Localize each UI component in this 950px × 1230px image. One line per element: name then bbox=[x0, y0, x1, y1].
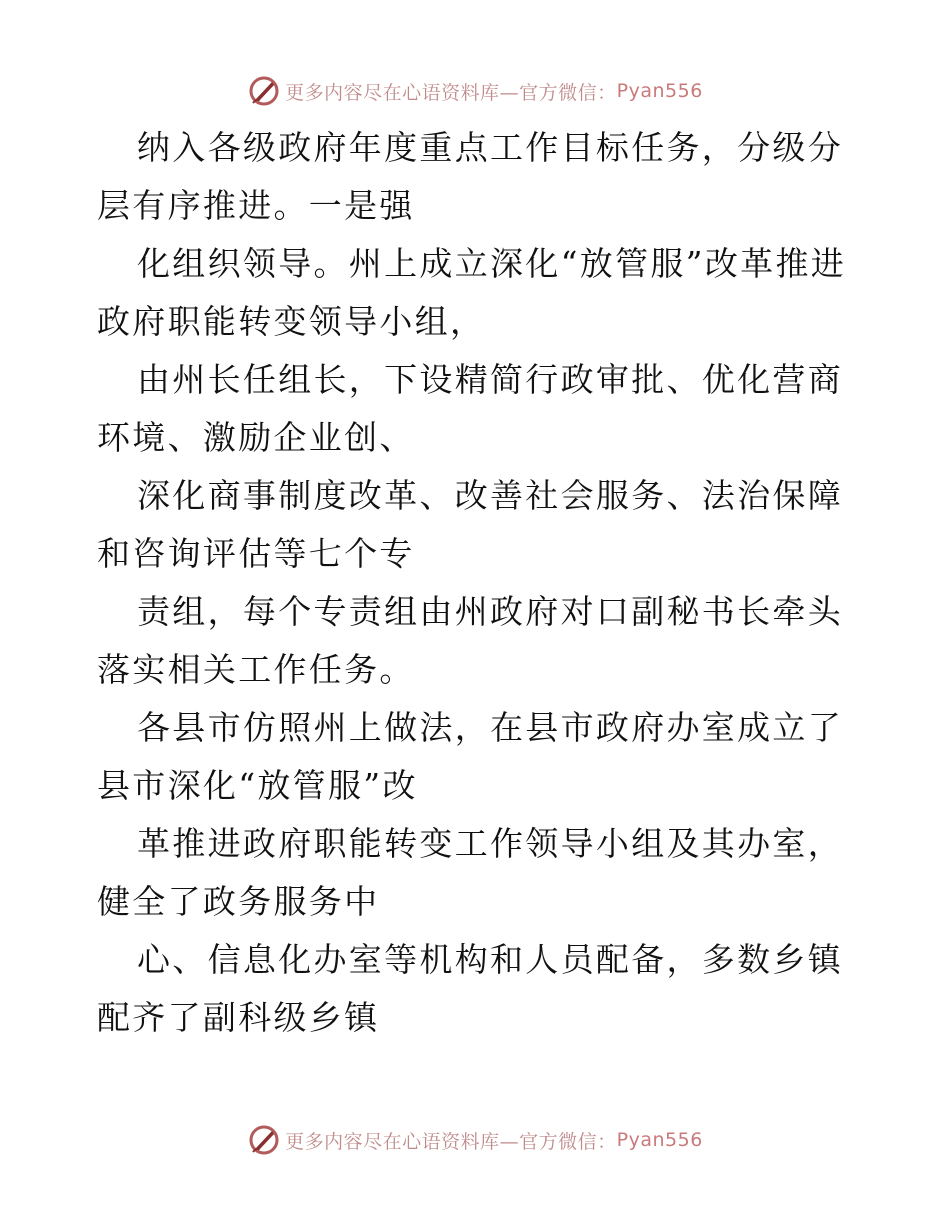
paragraph-3: 由州长任组长，下设精简行政审批、优化营商环境、激励企业创、 bbox=[97, 360, 843, 457]
document-body bbox=[97, 119, 857, 1047]
header-watermark bbox=[0, 71, 950, 111]
paragraph-6: 各县市仿照州上做法，在县市政府办室成立了县市深化“放管服”改 bbox=[97, 708, 843, 805]
paragraph-1: 纳入各级政府年度重点工作目标任务，分级分层有序推进。一是强 bbox=[97, 128, 843, 225]
watermark-wechat-id: Pyan556 bbox=[616, 1129, 703, 1151]
paragraph-7: 革推进政府职能转变工作领导小组及其办室，健全了政务服务中 bbox=[97, 824, 843, 921]
footer-watermark bbox=[0, 1120, 950, 1160]
quill-logo-icon bbox=[247, 1123, 281, 1157]
watermark-label: 更多内容尽在心语资料库—官方微信： bbox=[285, 81, 617, 104]
watermark-wechat-id: Pyan556 bbox=[616, 80, 703, 102]
paragraph-2: 化组织领导。州上成立深化“放管服”改革推进政府职能转变领导小组， bbox=[97, 244, 847, 341]
paragraph-5: 责组，每个专责组由州政府对口副秘书长牵头落实相关工作任务。 bbox=[97, 592, 843, 689]
quill-logo-icon bbox=[247, 74, 281, 108]
paragraph-4: 深化商事制度改革、改善社会服务、法治保障和咨询评估等七个专 bbox=[97, 476, 843, 573]
watermark-label: 更多内容尽在心语资料库—官方微信： bbox=[285, 1130, 617, 1153]
paragraph-8: 心、信息化办室等机构和人员配备，多数乡镇配齐了副科级乡镇 bbox=[97, 940, 843, 1037]
